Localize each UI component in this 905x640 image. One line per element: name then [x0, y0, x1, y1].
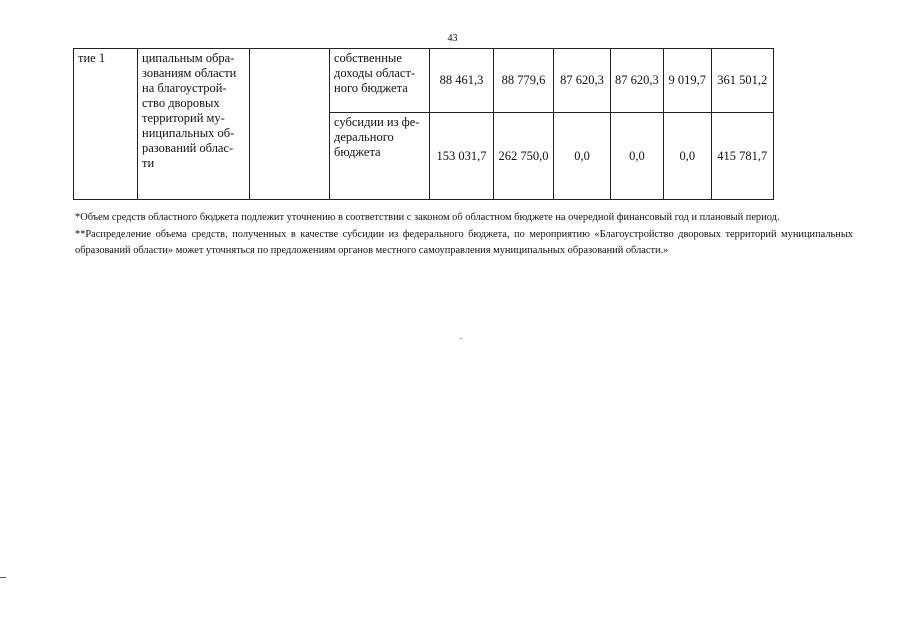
funding-source-cell: субсидии из фе- дерального бюджета [330, 113, 430, 200]
row-label-cell: тие 1 [74, 49, 138, 200]
page-number: 43 [447, 33, 458, 44]
value-cell: 88 461,3 [430, 49, 494, 113]
value-cell: 87 620,3 [554, 49, 611, 113]
value-cell: 0,0 [611, 113, 664, 200]
recipient-cell: ципальным обра- зованиям области на благоустрой- ство дворовых территорий му- ниципальных об- разований облас- ти [138, 49, 250, 200]
value-cell: 0,0 [554, 113, 611, 200]
footnotes [75, 210, 853, 260]
funding-source-cell: собственные доходы област- ного бюджета [330, 49, 430, 113]
footnote-federal-subsidy: **Распределение объема средств, полученных в качестве субсидии из федерального бюджета, по мероприятию «Благоустройство дворовых территорий муниципальных образований области» может уточняться по предложениям органов местного самоуправления муниципальных образований области.» [75, 228, 853, 256]
value-cell: 87 620,3 [611, 49, 664, 113]
scan-edge-mark [0, 577, 6, 578]
value-cell: 262 750,0 [494, 113, 554, 200]
total-cell: 415 781,7 [711, 113, 773, 200]
budget-table [73, 48, 774, 200]
total-cell: 361 501,2 [711, 49, 773, 113]
value-cell: 153 031,7 [430, 113, 494, 200]
value-cell: 0,0 [663, 113, 711, 200]
value-cell: 88 779,6 [494, 49, 554, 113]
value-cell: 9 019,7 [663, 49, 711, 113]
footnote-regional-budget: *Объем средств областного бюджета подлежит уточнению в соответствии с законом об областном бюджете на очередной финансовый год и плановый период. [75, 212, 780, 223]
table-row [74, 49, 774, 113]
empty-cell [250, 49, 330, 200]
scan-speck [460, 338, 462, 339]
